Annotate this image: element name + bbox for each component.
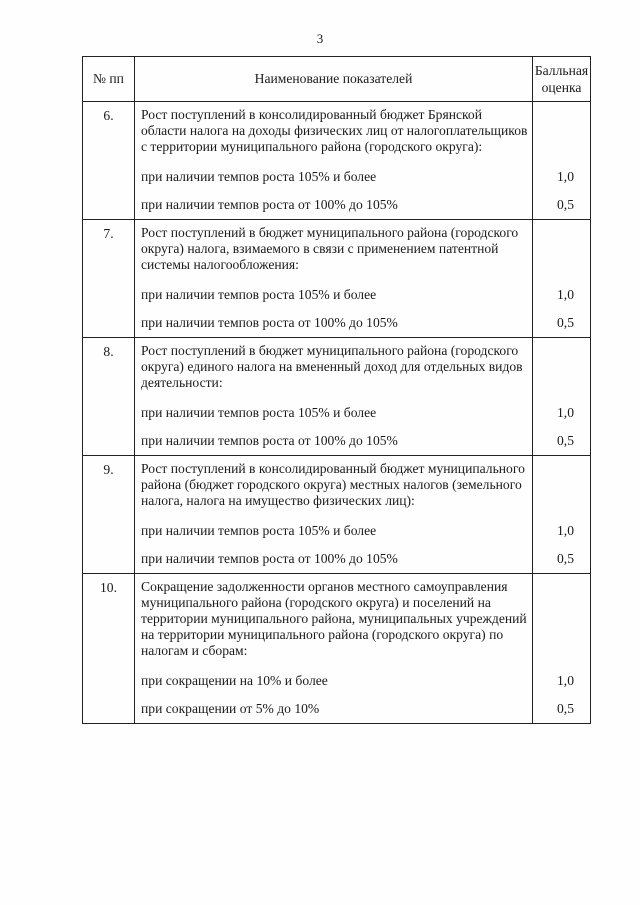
table-row (83, 220, 591, 338)
condition-text: при наличии темпов роста 105% и более (141, 287, 377, 302)
row-number: 6. (83, 102, 135, 220)
score-value: 0,5 (557, 315, 574, 330)
condition-text: при сокращении на 10% и более (141, 673, 328, 688)
score-value: 0,5 (557, 433, 574, 448)
row-number: 7. (83, 220, 135, 338)
condition-text: при наличии темпов роста от 100% до 105% (141, 315, 398, 330)
condition-text: при наличии темпов роста от 100% до 105% (141, 551, 398, 566)
indicator-title: Рост поступлений в бюджет муниципального района (городского округа) налога, взимаемого в связи с применением патентной системы налогообложения: (141, 225, 519, 272)
row-number: 10. (83, 574, 135, 724)
table-row (83, 338, 591, 456)
header-name: Наименование показателей (135, 57, 533, 102)
condition-text: при наличии темпов роста от 100% до 105% (141, 197, 398, 212)
table-row (83, 574, 591, 724)
row-number: 8. (83, 338, 135, 456)
score-value: 1,0 (557, 169, 574, 184)
indicator-title: Рост поступлений в бюджет муниципального района (городского округа) единого налога на вмененный доход для отдельных видов деятельности: (141, 343, 523, 390)
condition-text: при сокращении от 5% до 10% (141, 701, 320, 716)
score-value: 0,5 (557, 701, 574, 716)
header-score: Балльная оценка (533, 57, 591, 102)
score-value: 1,0 (557, 405, 574, 420)
row-body (135, 574, 533, 724)
header-number: № пп (83, 57, 135, 102)
row-body (135, 220, 533, 338)
indicator-title: Сокращение задолженности органов местного самоуправления муниципального района (городского округа) и поселений на территории муниципального района, муниципальных учреждений на территории муниципального района (городского округа) по налогам и сборам: (141, 579, 527, 658)
indicator-title: Рост поступлений в консолидированный бюджет Брянской области налога на доходы физических лиц от налогоплательщиков с территории муниципального района (городского округа): (141, 107, 528, 154)
condition-text: при наличии темпов роста 105% и более (141, 405, 377, 420)
condition-text: при наличии темпов роста 105% и более (141, 169, 377, 184)
condition-text: при наличии темпов роста от 100% до 105% (141, 433, 398, 448)
table-row (83, 456, 591, 574)
row-body (135, 102, 533, 220)
table-row (83, 102, 591, 220)
table-header-row (83, 57, 591, 102)
row-number: 9. (83, 456, 135, 574)
indicator-title: Рост поступлений в консолидированный бюджет муниципального района (бюджет городского округа) местных налогов (земельного налога, налога на имущество физических лиц): (141, 461, 525, 508)
row-scores (533, 102, 591, 220)
score-value: 0,5 (557, 197, 574, 212)
row-scores (533, 338, 591, 456)
condition-text: при наличии темпов роста 105% и более (141, 523, 377, 538)
row-scores (533, 456, 591, 574)
score-value: 0,5 (557, 551, 574, 566)
row-scores (533, 220, 591, 338)
row-scores (533, 574, 591, 724)
indicators-table (82, 56, 591, 724)
score-value: 1,0 (557, 673, 574, 688)
row-body (135, 456, 533, 574)
page-number: 3 (316, 31, 324, 46)
score-value: 1,0 (557, 523, 574, 538)
row-body (135, 338, 533, 456)
score-value: 1,0 (557, 287, 574, 302)
